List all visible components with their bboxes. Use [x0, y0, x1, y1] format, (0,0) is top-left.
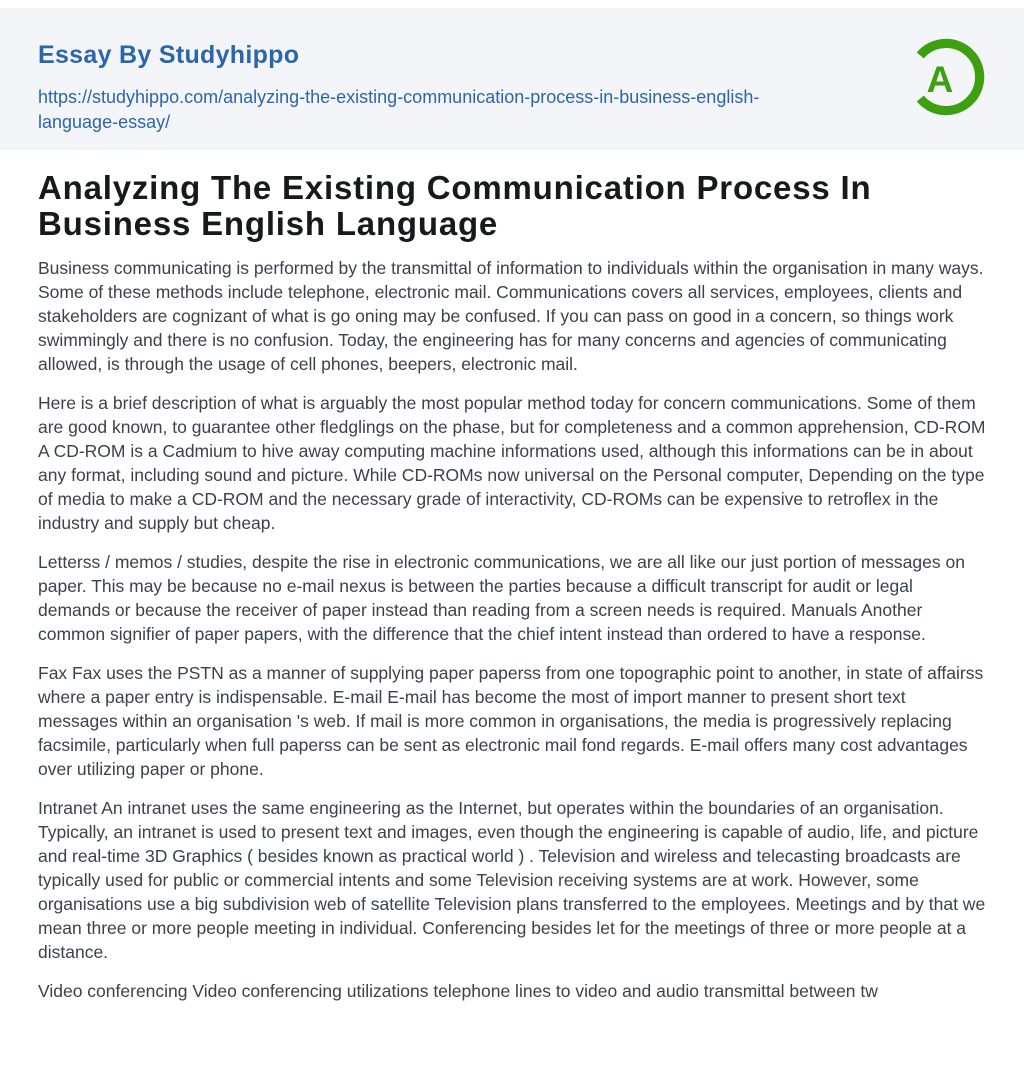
essay-paragraph: Here is a brief description of what is arguably the most popular method today for concern communications. Some of them are good known, to guarantee other fledglings on the phase, but for completeness and a common apprehension, CD-ROM A CD-ROM is a Cadmium to hive away computing machine informations used, although this informations can be in about any format, including sound and picture. While CD-ROMs now universal on the Personal computer, Depending on the type of media to make a CD-ROM and the necessary grade of interactivity, CD-ROMs can be expensive to retroflex in the industry and supply but cheap.: [38, 393, 986, 533]
header-text-block: [38, 8, 818, 135]
studyhippo-logo: [904, 35, 988, 119]
essay-paragraph: Letterss / memos / studies, despite the rise in electronic communications, we are all like our just portion of messages on paper. This may be because no e-mail nexus is between the parties because a difficult transcript for audit or legal demands or because the receiver of paper instead than reading from a screen needs is required. Manuals Another common signifier of paper papers, with the difference that the chief intent instead than ordered to have a response.: [38, 552, 965, 644]
essay-title: Analyzing The Existing Communication Process In Business English Language: [38, 169, 872, 242]
site-title: Essay By Studyhippo: [38, 41, 300, 69]
essay-paragraph: Business communicating is performed by the transmittal of information to individuals within the organisation in many ways. Some of these methods include telephone, electronic mail. Communications covers all services, employees, clients and stakeholders are cognizant of what is go oning may be confused. If you can pass on good in a concern, so things work swimmingly and there is no confusion. Today, the engineering has for many concerns and agencies of communicating allowed, is through the usage of cell phones, beepers, electronic mail.: [38, 258, 984, 374]
essay-content: [0, 150, 1024, 1003]
essay-paragraph: Intranet An intranet uses the same engineering as the Internet, but operates within the boundaries of an organisation. Typically, an intranet is used to present text and images, even though the engineering is capable of audio, life, and picture and real-time 3D Graphics ( besides known as practical world ) . Television and wireless and telecasting broadcasts are typically used for public or commercial intents and some Television receiving systems are at work. However, some organisations use a big subdivision web of satellite Television plans transferred to the employees. Meetings and by that we mean three or more people meeting in individual. Conferencing besides let for the meetings of three or more people at a distance.: [38, 798, 986, 962]
essay-paragraph: Fax Fax uses the PSTN as a manner of supplying paper paperss from one topographic point to another, in state of affairss where a paper entry is indispensable. E-mail E-mail has become the most of import manner to present short text messages within an organisation 's web. If mail is more common in organisations, the media is progressively replacing facsimile, particularly when full paperss can be sent as electronic mail fond regards. E-mail offers many cost advantages over utilizing paper or phone.: [38, 663, 984, 779]
essay-url-link[interactable]: https://studyhippo.com/analyzing-the-existing-communication-process-in-business-english-language-essay/: [38, 86, 760, 132]
essay-paragraph: Video conferencing Video conferencing utilizations telephone lines to video and audio transmittal between tw: [38, 981, 878, 1001]
page-header: [0, 8, 1024, 150]
logo-letter: A: [926, 59, 954, 101]
logo-arc-icon: [904, 35, 988, 119]
